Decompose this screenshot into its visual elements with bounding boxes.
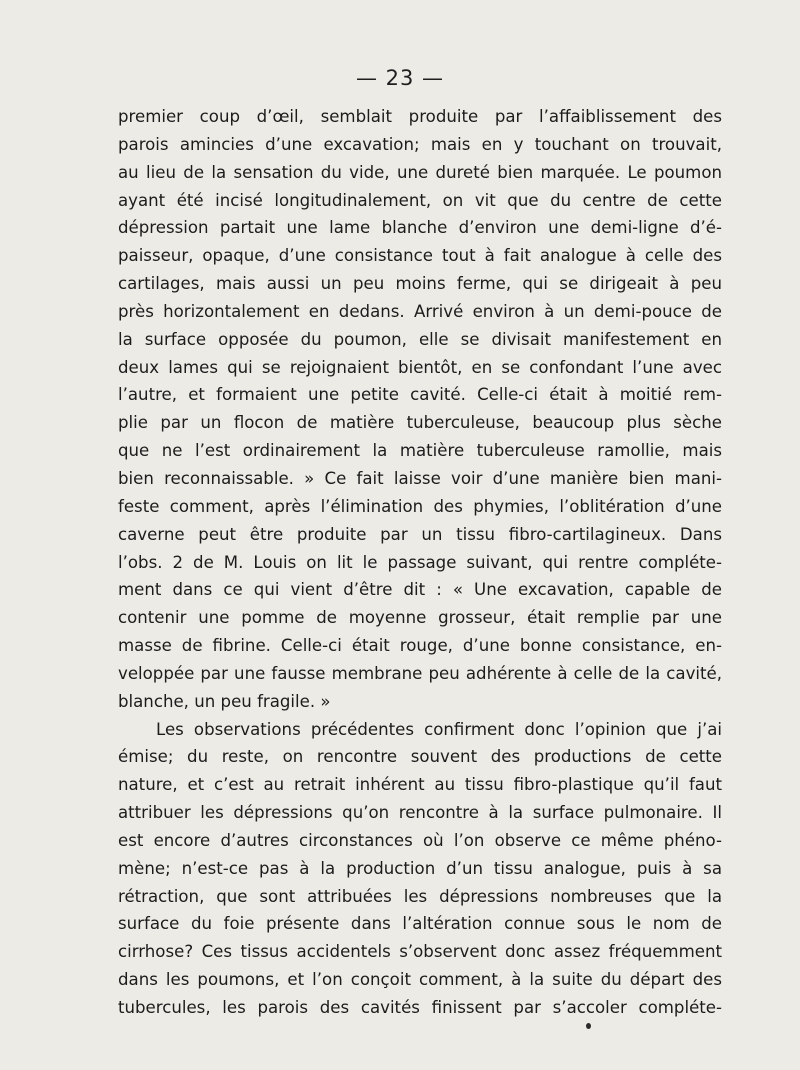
page-number: — 23 —	[355, 66, 445, 90]
text-line: cartilages, mais aussi un peu moins ferme, qui se dirigeait à peu	[118, 274, 722, 294]
text-line: parois amincies d’une excavation; mais en y touchant on trouvait,	[118, 134, 722, 154]
text-line: veloppée par une fausse membrane peu adhérente à celle de la cavité,	[118, 663, 722, 683]
text-line: caverne peut être produite par un tissu fibro-cartilagineux. Dans	[118, 524, 722, 544]
text-line: blanche, un peu fragile. »	[118, 691, 331, 711]
text-line: l’obs. 2 de M. Louis on lit le passage suivant, qui rentre compléte-	[118, 552, 722, 572]
text-line: tubercules, les parois des cavités finissent par s’accoler compléte-	[118, 998, 722, 1017]
text-line: la surface opposée du poumon, elle se divisait manifestement en	[118, 329, 722, 349]
text-line: mène; n’est-ce pas à la production d’un tissu analogue, puis à sa	[118, 858, 722, 878]
text-line: est encore d’autres circonstances où l’on observe ce même phéno-	[118, 830, 722, 850]
text-line: bien reconnaissable. » Ce fait laisse voir d’une manière bien mani-	[118, 468, 722, 488]
text-line: masse de fibrine. Celle-ci était rouge, d’une bonne consistance, en-	[118, 636, 722, 656]
text-line: près horizontalement en dedans. Arrivé environ à un demi-pouce de	[118, 301, 722, 321]
body-text	[118, 103, 722, 1022]
text-line: émise; du reste, on rencontre souvent des productions de cette	[118, 747, 722, 767]
text-line: surface du foie présente dans l’altération connue sous le nom de	[118, 914, 722, 934]
text-line: Les observations précédentes confirment donc l’opinion que j’ai	[156, 719, 722, 739]
text-line: que ne l’est ordinairement la matière tuberculeuse ramollie, mais	[118, 441, 722, 461]
text-line: rétraction, que sont attribuées les dépressions nombreuses que la	[118, 886, 722, 906]
text-line: premier coup d’œil, semblait produite par l’affaiblissement des	[118, 107, 722, 126]
text-line: ayant été incisé longitudinalement, on vit que du centre de cette	[118, 190, 722, 210]
text-line: dans les poumons, et l’on conçoit comment, à la suite du départ des	[118, 970, 722, 990]
text-line: cirrhose? Ces tissus accidentels s’observent donc assez fréquemment	[118, 942, 722, 962]
text-line: l’autre, et formaient une petite cavité. Celle-ci était à moitié rem-	[118, 385, 722, 405]
text-line: attribuer les dépressions qu’on rencontre à la surface pulmonaire. Il	[118, 803, 722, 823]
text-line: plie par un flocon de matière tuberculeuse, beaucoup plus sèche	[118, 413, 722, 433]
text-line: paisseur, opaque, d’une consistance tout à fait analogue à celle des	[118, 246, 722, 266]
text-line: au lieu de la sensation du vide, une dureté bien marquée. Le poumon	[118, 162, 722, 182]
text-line: deux lames qui se rejoignaient bientôt, en se confondant l’une avec	[118, 357, 722, 377]
text-line: feste comment, après l’élimination des phymies, l’oblitération d’une	[118, 496, 722, 516]
text-line: contenir une pomme de moyenne grosseur, était remplie par une	[118, 608, 722, 628]
text-line: ment dans ce qui vient d’être dit : « Une excavation, capable de	[118, 580, 722, 600]
text-line: nature, et c’est au retrait inhérent au tissu fibro-plastique qu’il faut	[118, 775, 722, 795]
text-line: dépression partait une lame blanche d’environ une demi-ligne d’é-	[118, 218, 722, 238]
ink-speck	[586, 1023, 591, 1029]
